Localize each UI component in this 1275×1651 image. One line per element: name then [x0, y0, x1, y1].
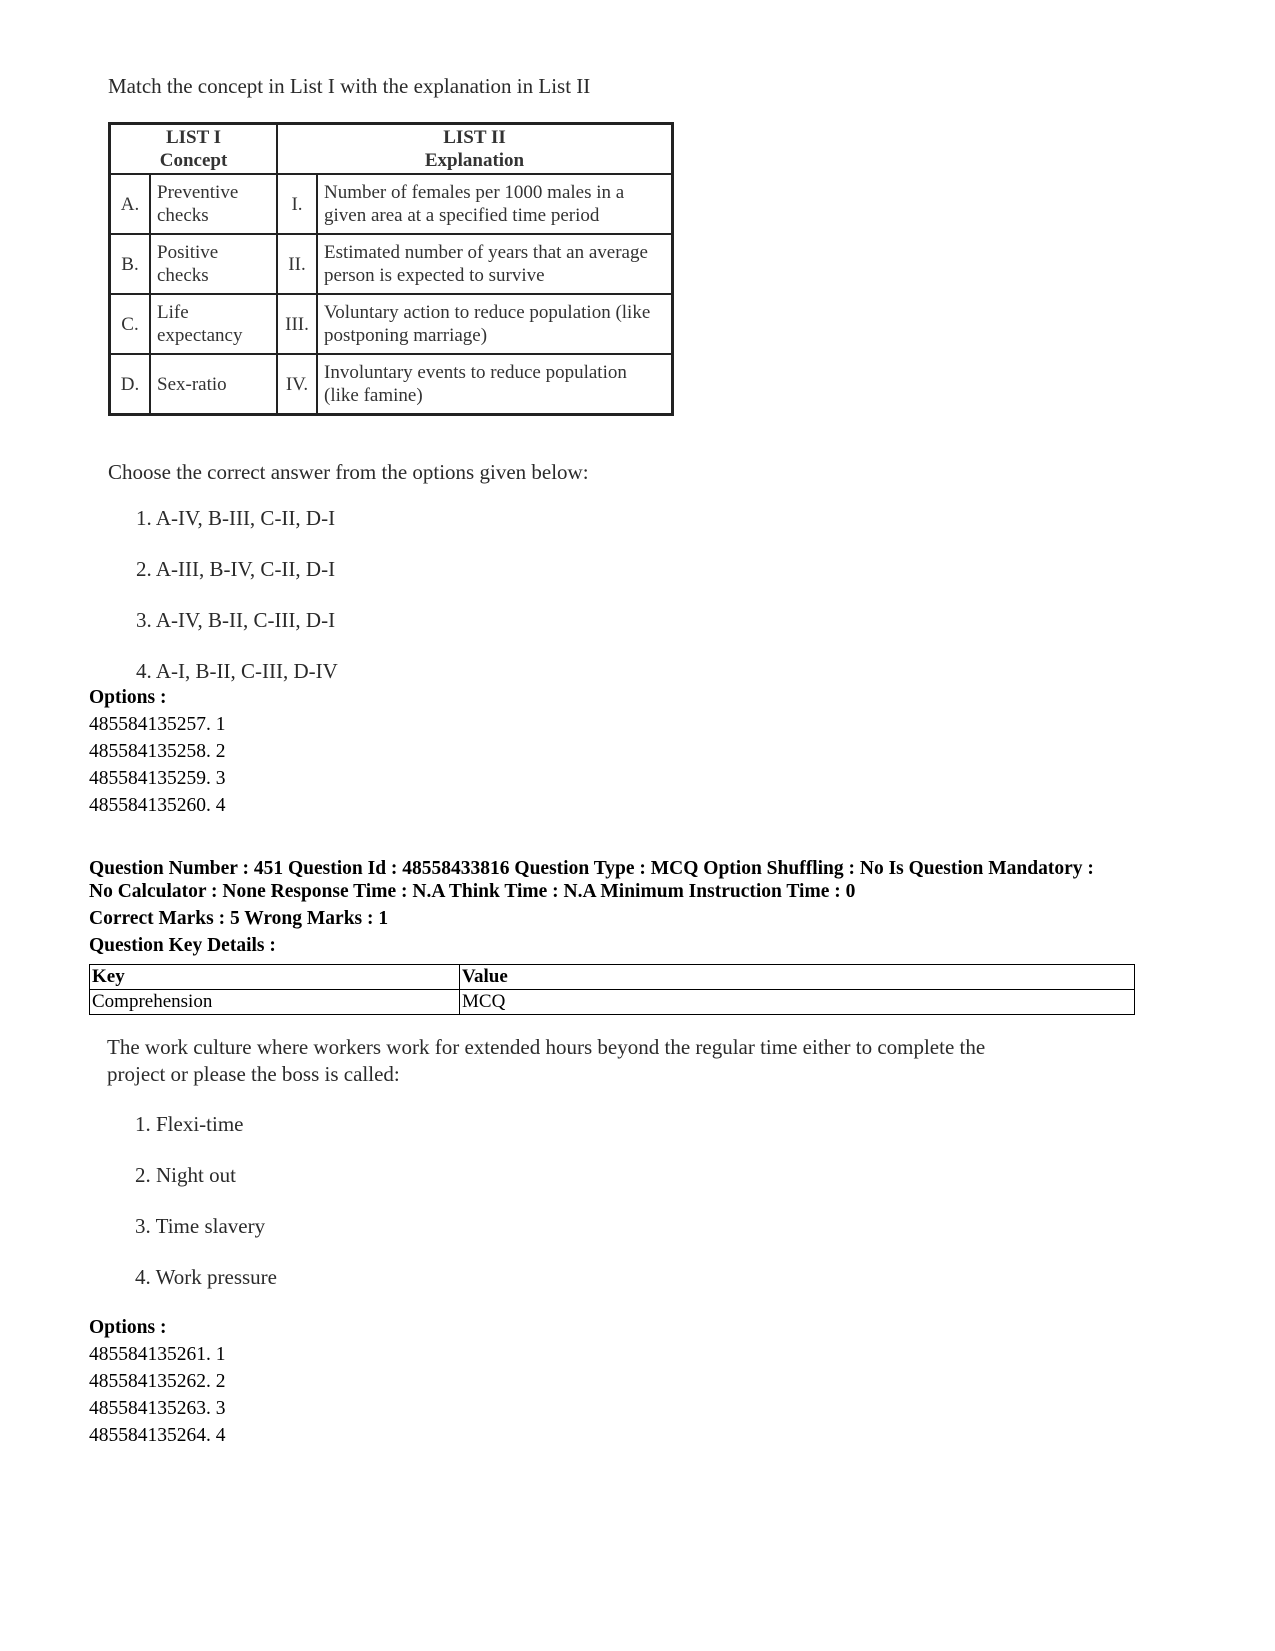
- option-id: 485584135257. 1: [89, 714, 226, 735]
- key-details-label: Question Key Details :: [89, 935, 276, 956]
- explanation-cell: Involuntary events to reduce population (like famine): [317, 354, 673, 415]
- option-id: 485584135259. 3: [89, 768, 226, 789]
- match-row: [110, 354, 673, 415]
- option-id: 485584135263. 3: [89, 1398, 226, 1419]
- choice-item: 2. A-III, B-IV, C-II, D-I: [136, 557, 336, 581]
- roman-numeral: I.: [277, 174, 317, 234]
- options-label: Options :: [89, 1317, 167, 1338]
- choice-item: 4. A-I, B-II, C-III, D-IV: [136, 659, 338, 683]
- option-id: 485584135264. 4: [89, 1425, 226, 1446]
- list-2-header: LIST II Explanation: [277, 124, 673, 175]
- key-header: Key: [90, 965, 460, 990]
- choose-instruction: Choose the correct answer from the options given below:: [108, 460, 589, 484]
- choice-item: 1. A-IV, B-III, C-II, D-I: [136, 506, 336, 530]
- row-label: C.: [110, 294, 151, 354]
- option-id: 485584135260. 4: [89, 795, 226, 816]
- question-2-meta: [89, 857, 1149, 957]
- explanation-cell: Estimated number of years that an average person is expected to survive: [317, 234, 673, 294]
- concept-cell: Life expectancy: [150, 294, 277, 354]
- question-2-choices: [135, 1112, 277, 1316]
- key-details-table: [89, 964, 1135, 1015]
- question-meta-line: No Calculator : None Response Time : N.A Think Time : N.A Minimum Instruction Time : 0: [89, 881, 856, 902]
- option-id: 485584135262. 2: [89, 1371, 226, 1392]
- row-label: B.: [110, 234, 151, 294]
- explanation-cell: Number of females per 1000 males in a given area at a specified time period: [317, 174, 673, 234]
- option-id: 485584135261. 1: [89, 1344, 226, 1365]
- concept-cell: Positive checks: [150, 234, 277, 294]
- value-cell: MCQ: [460, 990, 1135, 1015]
- choice-item: 4. Work pressure: [135, 1265, 277, 1289]
- concept-cell: Sex-ratio: [150, 354, 277, 415]
- question-2-image: [107, 1034, 1087, 1289]
- question-1-intro: Match the concept in List I with the explanation in List II: [108, 74, 591, 98]
- choice-item: 3. A-IV, B-II, C-III, D-I: [136, 608, 336, 632]
- option-id: 485584135258. 2: [89, 741, 226, 762]
- question-1-choices: [136, 506, 338, 710]
- question-2-stem: The work culture where workers work for extended hours beyond the regular time either to complete the project or please the boss is called:: [107, 1035, 986, 1086]
- choice-item: 2. Night out: [135, 1163, 236, 1187]
- explanation-cell: Voluntary action to reduce population (like postponing marriage): [317, 294, 673, 354]
- value-header: Value: [460, 965, 1135, 990]
- options-label: Options :: [89, 687, 167, 708]
- match-row: [110, 294, 673, 354]
- choice-item: 3. Time slavery: [135, 1214, 266, 1238]
- match-table: [108, 122, 674, 416]
- key-table-row: [90, 990, 1135, 1015]
- concept-cell: Preventive checks: [150, 174, 277, 234]
- key-table-header: [90, 965, 1135, 990]
- choice-item: 1. Flexi-time: [135, 1112, 244, 1136]
- roman-numeral: III.: [277, 294, 317, 354]
- row-label: A.: [110, 174, 151, 234]
- match-row: [110, 174, 673, 234]
- marks-line: Correct Marks : 5 Wrong Marks : 1: [89, 908, 389, 929]
- row-label: D.: [110, 354, 151, 415]
- question-2-options: [89, 1316, 226, 1451]
- list-1-header: LIST I Concept: [110, 124, 278, 175]
- question-meta-line: Question Number : 451 Question Id : 48558433816 Question Type : MCQ Option Shuffling : No Is Question Mandatory :: [89, 858, 1094, 879]
- match-row: [110, 234, 673, 294]
- roman-numeral: II.: [277, 234, 317, 294]
- key-cell: Comprehension: [90, 990, 460, 1015]
- roman-numeral: IV.: [277, 354, 317, 415]
- match-table-header: [110, 124, 673, 175]
- question-1-options: [89, 686, 226, 821]
